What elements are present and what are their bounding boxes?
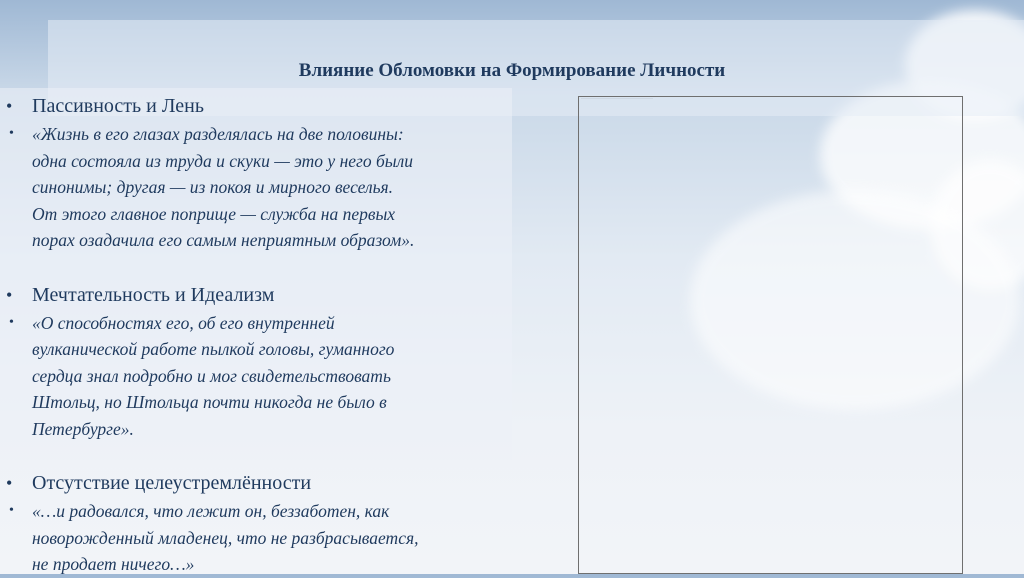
section-heading [0, 470, 530, 496]
quote-line: «О способностях его, об его внутренней [32, 312, 335, 333]
quote-line: не продает ничего…» [32, 554, 195, 574]
section-spacer [0, 254, 530, 282]
quote-line: Петербурге». [32, 418, 134, 439]
quote-line: От этого главное поприще — служба на первых [32, 203, 396, 224]
sub-bullet-icon: • [9, 126, 14, 141]
heading-text: Отсутствие целеустремлённости [32, 472, 312, 494]
section-heading [0, 282, 530, 308]
bullet-icon: • [6, 473, 13, 493]
quote-line: новорожденный младенец, что не разбрасывается, [32, 527, 419, 548]
bullet-icon: • [6, 284, 13, 305]
quote-line: вулканической работе пылкой головы, гуманного [32, 339, 395, 359]
quote-line: «…и радовался, что лежит он, беззаботен, как [32, 501, 390, 521]
slide-content [0, 93, 530, 578]
section-quote [0, 121, 530, 254]
quote-line: порах озадачила его самым неприятным образом». [32, 230, 415, 250]
heading-text: Пассивность и Лень [32, 95, 204, 117]
section-quote [0, 310, 530, 443]
quote-line: Штольц, но Штольца почти никогда не было в [32, 392, 387, 412]
slide-title: Влияние Обломовки на Формирование Личности [298, 60, 726, 81]
heading-text: Мечтательность и Идеализм [32, 283, 275, 306]
sub-bullet-icon: • [9, 503, 14, 518]
bullet-icon: • [6, 96, 13, 116]
quote-line: синонимы; другая — из покоя и мирного веселья. [32, 177, 394, 197]
section-quote [0, 498, 530, 578]
quote-line: сердца знал подробно и мог свидетельствовать [32, 365, 391, 386]
image-placeholder-frame [578, 96, 963, 574]
quote-line: «Жизнь в его глазах разделялась на две половины: [32, 124, 404, 144]
section-heading [0, 93, 530, 119]
placeholder-caption-line: ……………………………………………………………………………………………… [581, 98, 653, 100]
quote-line: одна состояла из труда и скуки — это у него были [32, 150, 414, 171]
sub-bullet-icon: • [9, 314, 14, 330]
section-spacer [0, 442, 530, 470]
